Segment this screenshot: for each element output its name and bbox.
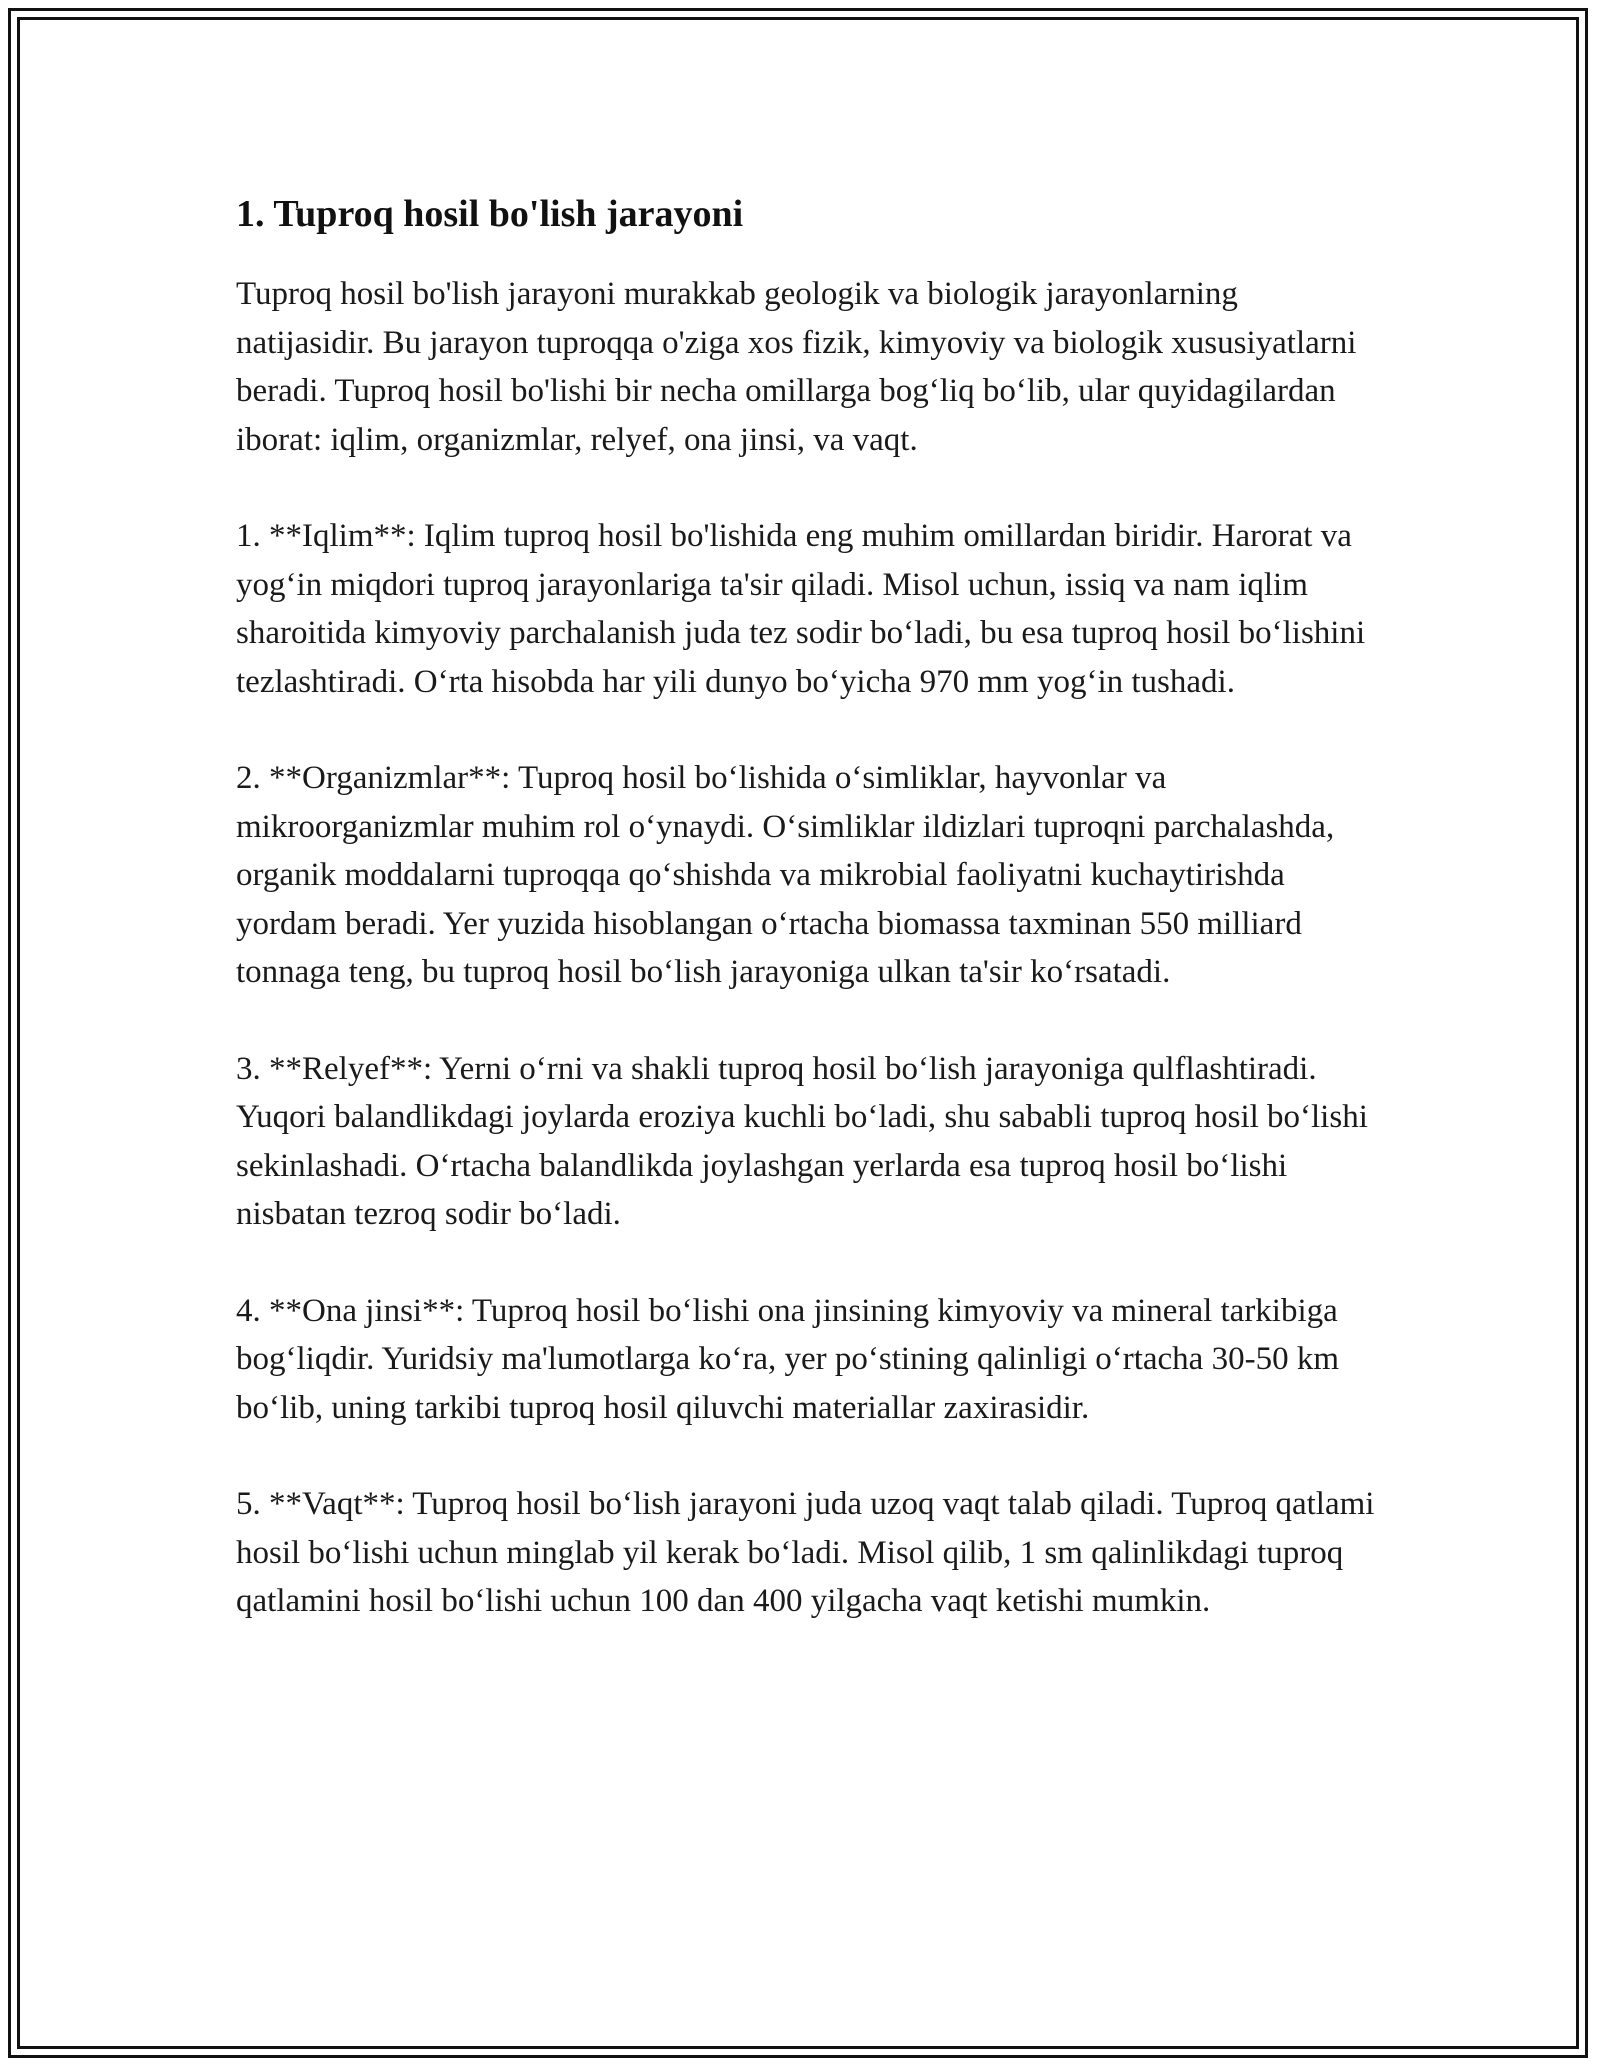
- paragraph-relyef: 3. **Relyef**: Yerni o‘rni va shakli tuproq hosil bo‘lish jarayoniga qulflashtiradi. Yuqori balandlikdagi joylarda eroziya kuchli bo‘ladi, shu sababli tuproq hosil bo‘lishi sekinlashadi. O‘rtacha balandlikda joylashgan yerlarda esa tuproq hosil bo‘lishi nisbatan tezroq sodir bo‘ladi.: [236, 1050, 1368, 1232]
- document-body: [236, 188, 1376, 1674]
- paragraph-ona-jinsi: 4. **Ona jinsi**: Tuproq hosil bo‘lishi ona jinsining kimyoviy va mineral tarkibiga bog‘liqdir. Yuridsiy ma'lumotlarga ko‘ra, yer po‘stining qalinligi o‘rtacha 30-50 km bo‘lib, uning tarkibi tuproq hosil qiluvchi materiallar zaxirasidir.: [236, 1292, 1339, 1426]
- paragraph-vaqt: 5. **Vaqt**: Tuproq hosil bo‘lish jarayoni juda uzoq vaqt talab qiladi. Tuproq qatlami hosil bo‘lishi uchun minglab yil kerak bo‘ladi. Misol qilib, 1 sm qalinlikdagi tuproq qatlamini hosil bo‘lishi uchun 100 dan 400 yilgacha vaqt ketishi mumkin.: [236, 1486, 1375, 1619]
- paragraph-organizmlar: 2. **Organizmlar**: Tuproq hosil bo‘lishida o‘simliklar, hayvonlar va mikroorganizmlar muhim rol o‘ynaydi. O‘simliklar ildizlari tuproqni parchalashda, organik moddalarni tuproqqa qo‘shishda va mikrobial faoliyatni kuchaytirishda yordam beradi. Yer yuzida hisoblangan o‘rtacha biomassa taxminan 550 milliard tonnaga teng, bu tuproq hosil bo‘lish jarayoniga ulkan ta'sir ko‘rsatadi.: [236, 760, 1335, 990]
- document-title: 1. Tuproq hosil bo'lish jarayoni: [236, 193, 744, 235]
- paragraph-iqlim: 1. **Iqlim**: Iqlim tuproq hosil bo'lishida eng muhim omillardan biridir. Harorat va yog‘in miqdori tuproq jarayonlariga ta'sir qiladi. Misol uchun, issiq va nam iqlim sharoitida kimyoviy parchalanish juda tez sodir bo‘ladi, bu esa tuproq hosil bo‘lishini tezlashtiradi. O‘rta hisobda har yili dunyo bo‘yicha 970 mm yog‘in tushadi.: [236, 518, 1366, 700]
- intro-paragraph: Tuproq hosil bo'lish jarayoni murakkab geologik va biologik jarayonlarning natijasidir. Bu jarayon tuproqqa o'ziga xos fizik, kimyoviy va biologik xususiyatlarni beradi. Tuproq hosil bo'lishi bir necha omillarga bog‘liq bo‘lib, ular quyidagilardan iborat: iqlim, organizmlar, relyef, ona jinsi, va vaqt.: [236, 276, 1357, 458]
